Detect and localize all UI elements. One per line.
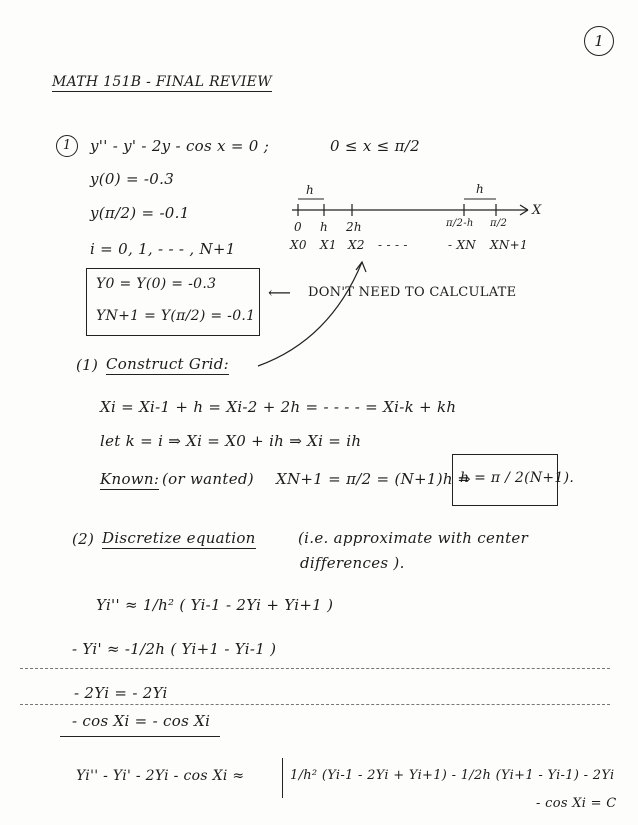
- boundary-condition-right: y(π/2) = -0.1: [90, 204, 190, 222]
- left-arrow-icon: ⟵: [268, 283, 292, 302]
- grid-node: XN+1: [490, 238, 528, 252]
- grid-node: X1: [320, 238, 337, 252]
- grid-node: X2: [348, 238, 365, 252]
- step1-number: (1): [76, 356, 99, 374]
- problem-domain: 0 ≤ x ≤ π/2: [330, 137, 420, 155]
- grid-node: - - - -: [378, 238, 408, 252]
- divider: [20, 704, 610, 705]
- grid-h-small: h: [306, 183, 315, 197]
- grid-tick: π/2: [490, 218, 508, 229]
- grid-node: X0: [290, 238, 307, 252]
- sum-tail: - cos Xi = C: [536, 796, 617, 811]
- grid-tick: 2h: [346, 220, 362, 234]
- boxed-y0: Y0 = Y(0) = -0.3: [96, 276, 217, 292]
- step2-heading: Discretize equation: [102, 529, 256, 547]
- problem-number: 1: [56, 135, 78, 157]
- boundary-condition-left: y(0) = -0.3: [90, 170, 175, 188]
- discretize-cos-term: - cos Xi = - cos Xi: [72, 712, 211, 730]
- index-range: i = 0, 1, - - - , N+1: [90, 240, 236, 258]
- step1-known-note: (or wanted): [162, 470, 254, 488]
- page-title: MATH 151B - FINAL REVIEW: [52, 74, 272, 90]
- grid-h-label: h: [476, 182, 485, 196]
- grid-axis-label: X: [532, 203, 542, 218]
- sum-bracket: [282, 758, 283, 798]
- discretize-second-derivative: Yi'' ≈ 1/h² ( Yi-1 - 2Yi + Yi+1 ): [96, 596, 334, 614]
- step2-number: (2): [72, 530, 95, 548]
- grid-tick: π/2-h: [446, 218, 474, 229]
- boxed-yn: YN+1 = Y(π/2) = -0.1: [96, 308, 256, 324]
- problem-equation: y'' - y' - 2y - cos x = 0 ;: [90, 137, 270, 155]
- sum-rule: [60, 736, 220, 737]
- grid-node: - XN: [448, 238, 477, 252]
- sum-lhs: Yi'' - Yi' - 2Yi - cos Xi ≈: [76, 768, 245, 784]
- step1-heading: Construct Grid:: [106, 355, 230, 373]
- step2-paren-line1: (i.e. approximate with center: [298, 529, 529, 547]
- step2-paren-line2: differences ).: [300, 554, 405, 572]
- discretize-first-derivative: - Yi' ≈ -1/2h ( Yi+1 - Yi-1 ): [72, 640, 277, 658]
- divider: [20, 668, 610, 669]
- discretize-y-term: - 2Yi = - 2Yi: [74, 684, 168, 702]
- step1-let-k: let k = i ⇒ Xi = X0 + ih ⇒ Xi = ih: [100, 432, 362, 450]
- h-result: h = π / 2(N+1).: [460, 470, 575, 486]
- sum-rhs: 1/h² (Yi-1 - 2Yi + Yi+1) - 1/2h (Yi+1 - Yi-1) - 2Yi: [290, 768, 615, 783]
- step1-known-equation: XN+1 = π/2 = (N+1)h ⇒: [276, 470, 471, 488]
- note-text: DON'T NEED TO CALCULATE: [308, 285, 517, 300]
- grid-tick: 0: [294, 220, 302, 234]
- step1-grid-recursion: Xi = Xi-1 + h = Xi-2 + 2h = - - - - = Xi-k + kh: [100, 398, 457, 416]
- page-number: 1: [584, 26, 614, 56]
- grid-tick: h: [320, 220, 329, 234]
- step1-known-label: Known:: [100, 470, 160, 488]
